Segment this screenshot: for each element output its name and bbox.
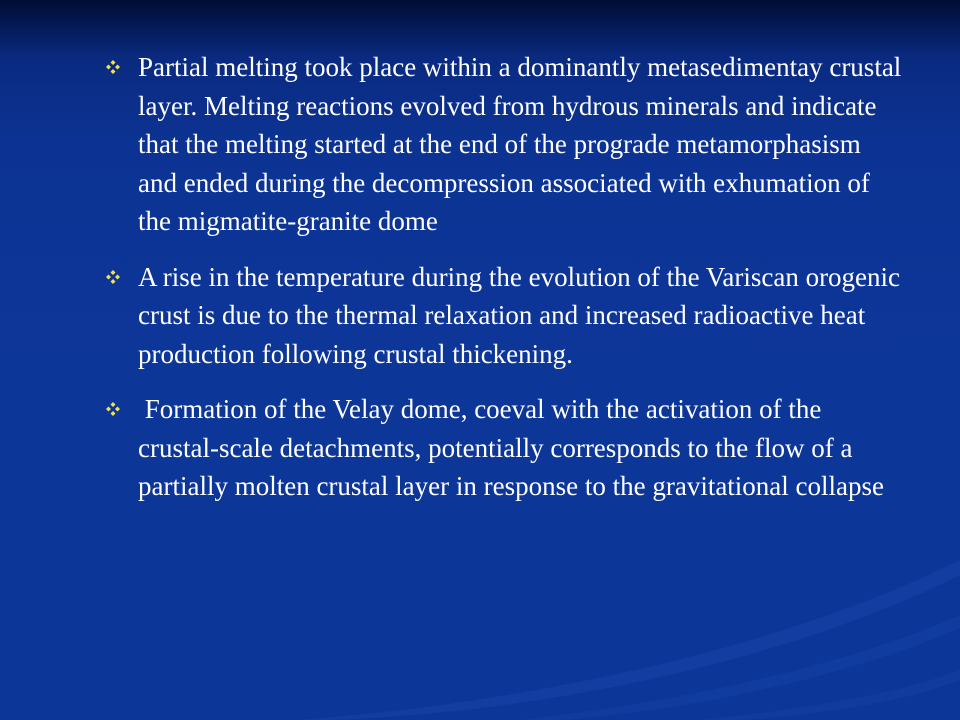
background-stripe	[700, 670, 960, 720]
bullet-text: Partial melting took place within a dominantly metasedimentay crustal layer. Melting reactions evolved from hydrous minerals and indicate that the melting started at the end of the prograde metamorphasism and ended during the decompression associated with exhumation of the migmatite-granite dome	[138, 52, 909, 236]
bullet-list	[102, 48, 909, 523]
bullet-item-2	[102, 258, 907, 374]
background-stripe	[300, 560, 960, 720]
four-diamond-bullet-icon	[102, 390, 124, 428]
bullet-item-3	[102, 390, 902, 506]
bullet-text: Formation of the Velay dome, coeval with the activation of the crustal-scale detachments, potentially corresponds to the flow of a partially molten crustal layer in response to the gravitational collapse	[138, 394, 885, 501]
four-diamond-bullet-icon	[102, 258, 124, 296]
four-diamond-bullet-icon	[102, 48, 124, 86]
bullet-text: A rise in the temperature during the evolution of the Variscan orogenic crust is due to the thermal relaxation and increased radioactive heat production following crustal thickening.	[138, 261, 907, 369]
background-stripe	[520, 615, 960, 720]
bullet-item-1	[102, 48, 909, 241]
